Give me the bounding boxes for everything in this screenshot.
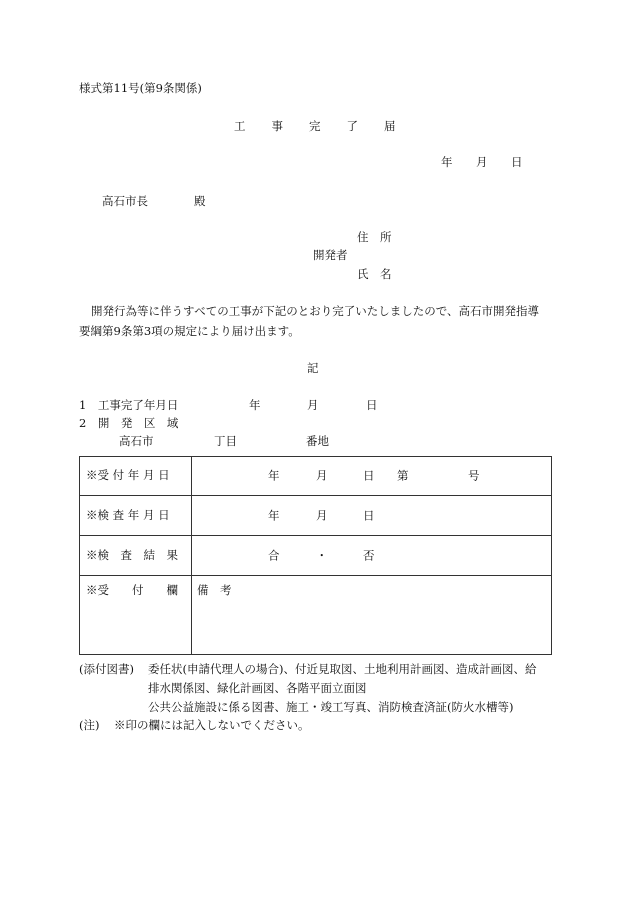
item-1-month: 月 (307, 398, 319, 412)
attachments-line-3: 公共公益施設に係る図書、施工・竣工写真、消防検査済証(防火水槽等) (148, 700, 514, 714)
table-row-inspection-result (80, 536, 552, 576)
item-1-day: 日 (366, 398, 378, 412)
developer-label: 開発者 (313, 248, 348, 262)
remarks-label: 備 考 (197, 583, 232, 597)
item-2-banchi: 番地 (306, 434, 329, 448)
result-separator: ・ (316, 547, 328, 562)
inspection-result-field (192, 536, 552, 576)
reception-day: 日 (363, 468, 375, 483)
inspection-date-label: ※検 査 年 月 日 (80, 496, 192, 536)
table-row-reception-date (80, 457, 552, 496)
official-use-table (79, 456, 552, 655)
reception-date-label: ※受 付 年 月 日 (80, 457, 192, 496)
item-2-city: 高石市 (119, 434, 154, 448)
table-row-reception-field (80, 576, 552, 655)
inspection-month: 月 (316, 507, 328, 522)
name-label: 氏 名 (357, 267, 392, 281)
addressee-honorific: 殿 (194, 194, 206, 208)
inspection-date-field (192, 496, 552, 536)
date-year-label: 年 (441, 155, 453, 169)
document-title: 工 事 完 了 届 (234, 119, 397, 133)
item-1-year: 年 (249, 398, 261, 412)
result-pass: 合 (268, 547, 280, 562)
body-line-2: 要綱第9条第3項の規定により届け出ます。 (79, 324, 300, 338)
note-text: ※印の欄には記入しないでください。 (114, 718, 310, 732)
note-label: (注) (79, 718, 100, 732)
remarks-field (192, 576, 552, 655)
reception-month: 月 (316, 468, 328, 483)
attachments-line-1: 委任状(申請代理人の場合)、付近見取図、土地利用計画図、造成計画図、給 (148, 662, 537, 676)
item-2-label: 2 開 発 区 域 (79, 416, 179, 430)
result-fail: 否 (363, 547, 375, 562)
inspection-result-label: ※検 査 結 果 (80, 536, 192, 576)
date-month-label: 月 (476, 155, 488, 169)
reception-dai: 第 (397, 468, 409, 483)
table-row-inspection-date (80, 496, 552, 536)
reception-field-label-text: ※受 付 欄 (86, 583, 178, 597)
body-line-1: 開発行為等に伴うすべての工事が下記のとおり完了いたしましたので、高石市開発指導 (91, 304, 540, 318)
attachments-line-2: 排水関係図、緑化計画図、各階平面立面図 (148, 681, 367, 695)
form-number: 様式第11号(第9条関係) (79, 81, 202, 95)
inspection-year: 年 (268, 507, 280, 522)
date-day-label: 日 (511, 155, 523, 169)
ki-marker: 記 (307, 361, 319, 375)
address-label: 住 所 (357, 230, 392, 244)
addressee-name: 高石市長 (102, 194, 148, 208)
inspection-day: 日 (363, 507, 375, 522)
reception-go: 号 (468, 468, 480, 483)
item-2-chome: 丁目 (214, 434, 237, 448)
reception-date-field (192, 457, 552, 496)
attachments-label: (添付図書) (79, 662, 134, 676)
reception-field-label (80, 576, 192, 655)
item-1-label: 1 工事完了年月日 (79, 398, 179, 412)
reception-year: 年 (268, 468, 280, 483)
